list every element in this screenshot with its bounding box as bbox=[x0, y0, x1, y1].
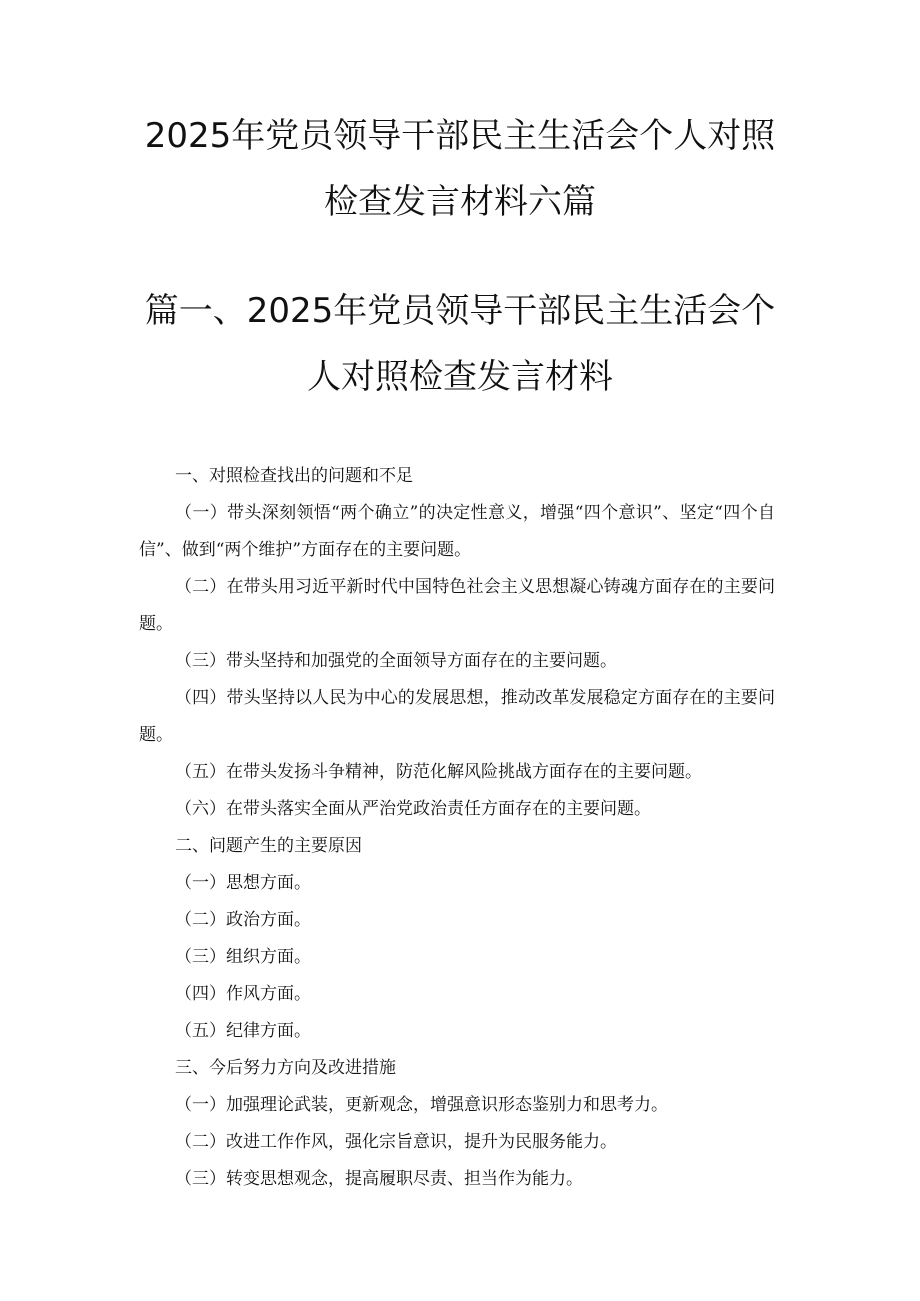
section-title bbox=[130, 278, 790, 410]
paragraph-problem-5: （五）在带头发扬斗争精神，防范化解风险挑战方面存在的主要问题。 bbox=[175, 762, 702, 782]
document-body bbox=[139, 458, 775, 1198]
document-title bbox=[130, 103, 790, 235]
paragraph-measure-1: （一）加强理论武装，更新观念，增强意识形态鉴别力和思考力。 bbox=[175, 1095, 668, 1115]
section-title-line-2: 人对照检查发言材料 bbox=[307, 357, 613, 397]
paragraph-problem-6: （六）在带头落实全面从严治党政治责任方面存在的主要问题。 bbox=[175, 799, 651, 819]
paragraph-problem-3: （三）带头坚持和加强党的全面领导方面存在的主要问题。 bbox=[175, 651, 617, 671]
section-title-line-1: 篇一、2025年党员领导干部民主生活会个 bbox=[144, 291, 776, 331]
document-title-line-1: 2025年党员领导干部民主生活会个人对照 bbox=[144, 116, 776, 156]
paragraph-cause-4: （四）作风方面。 bbox=[175, 984, 311, 1004]
paragraph-cause-2: （二）政治方面。 bbox=[175, 910, 311, 930]
paragraph-measure-2: （二）改进工作作风，强化宗旨意识，提升为民服务能力。 bbox=[175, 1132, 617, 1152]
paragraph-problem-2: （二）在带头用习近平新时代中国特色社会主义思想凝心铸魂方面存在的主要问题。 bbox=[139, 577, 775, 634]
heading-measures: 三、今后努力方向及改进措施 bbox=[175, 1058, 396, 1078]
heading-causes: 二、问题产生的主要原因 bbox=[175, 836, 362, 856]
document-title-line-2: 检查发言材料六篇 bbox=[324, 182, 596, 222]
paragraph-cause-1: （一）思想方面。 bbox=[175, 873, 311, 893]
paragraph-measure-3: （三）转变思想观念，提高履职尽责、担当作为能力。 bbox=[175, 1169, 583, 1189]
paragraph-problem-1: （一）带头深刻领悟“两个确立”的决定性意义，增强“四个意识”、坚定“四个自信”、做到“两个维护”方面存在的主要问题。 bbox=[139, 503, 775, 560]
paragraph-problem-4: （四）带头坚持以人民为中心的发展思想，推动改革发展稳定方面存在的主要问题。 bbox=[139, 688, 775, 745]
paragraph-cause-3: （三）组织方面。 bbox=[175, 947, 311, 967]
heading-problems: 一、对照检查找出的问题和不足 bbox=[175, 466, 413, 486]
paragraph-cause-5: （五）纪律方面。 bbox=[175, 1021, 311, 1041]
